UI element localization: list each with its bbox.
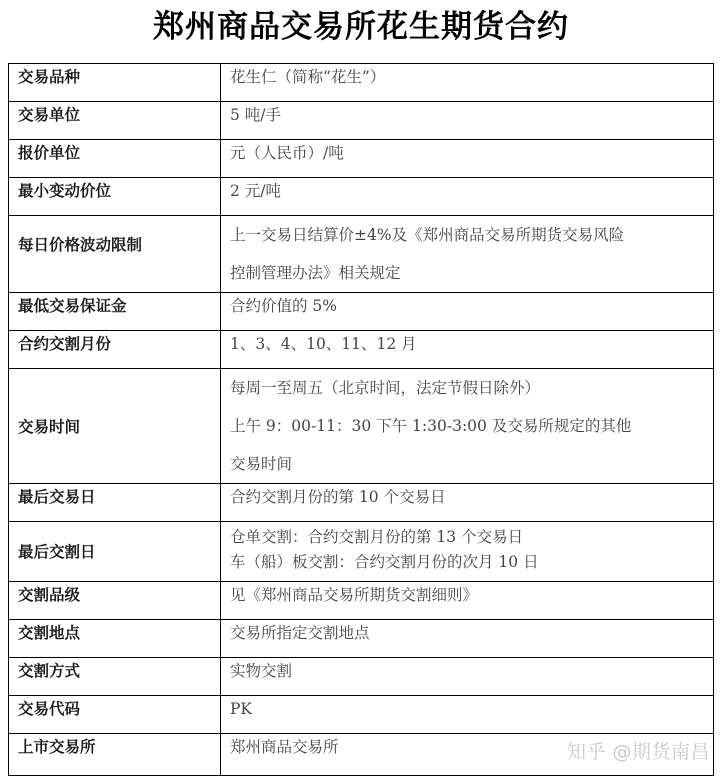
table-row xyxy=(9,293,714,331)
row-value: 花生仁（简称“花生”） xyxy=(221,64,714,102)
row-value: 交易所指定交割地点 xyxy=(221,620,714,658)
table-row xyxy=(9,484,714,522)
table-row xyxy=(9,620,714,658)
table-row xyxy=(9,369,714,484)
row-label: 合约交割月份 xyxy=(9,331,221,369)
table-row xyxy=(9,216,714,293)
row-value: 2 元/吨 xyxy=(221,178,714,216)
table-row xyxy=(9,658,714,696)
table-row xyxy=(9,140,714,178)
zhihu-watermark: 知乎 @期货南昌 xyxy=(566,741,710,763)
document-title: 郑州商品交易所花生期货合约 xyxy=(153,9,569,45)
row-value: 1、3、4、10、11、12 月 xyxy=(221,331,714,369)
row-label: 交易代码 xyxy=(9,696,221,734)
row-label: 最后交易日 xyxy=(9,484,221,522)
row-label: 最低交易保证金 xyxy=(9,293,221,331)
row-value: 郑州商品交易所 xyxy=(221,734,714,776)
contract-spec-table xyxy=(8,63,714,776)
row-value: 见《郑州商品交易所期货交割细则》 xyxy=(221,582,714,620)
table-row xyxy=(9,582,714,620)
row-label: 交割方式 xyxy=(9,658,221,696)
row-value: 上一交易日结算价±4%及《郑州商品交易所期货交易风险 控制管理办法》相关规定 xyxy=(221,216,714,293)
row-label: 报价单位 xyxy=(9,140,221,178)
row-value: 仓单交割：合约交割月份的第 13 个交易日 车（船）板交割：合约交割月份的次月 10 日 xyxy=(221,522,714,582)
table-row xyxy=(9,696,714,734)
row-label: 最后交割日 xyxy=(9,522,221,582)
row-label: 最小变动价位 xyxy=(9,178,221,216)
table-row xyxy=(9,64,714,102)
row-value: 实物交割 xyxy=(221,658,714,696)
row-label: 交易时间 xyxy=(9,369,221,484)
row-value: 合约价值的 5% xyxy=(221,293,714,331)
row-label: 交割地点 xyxy=(9,620,221,658)
row-value: 5 吨/手 xyxy=(221,102,714,140)
row-label: 上市交易所 xyxy=(9,734,221,776)
row-value: PK xyxy=(221,696,714,734)
row-label: 交割品级 xyxy=(9,582,221,620)
table-row xyxy=(9,178,714,216)
row-label: 交易单位 xyxy=(9,102,221,140)
row-value: 每周一至周五（北京时间，法定节假日除外） 上午 9：00-11：30 下午 1:30-3:00 及交易所规定的其他 交易时间 xyxy=(221,369,714,484)
table-row xyxy=(9,331,714,369)
row-label: 交易品种 xyxy=(9,64,221,102)
table-row xyxy=(9,102,714,140)
row-label: 每日价格波动限制 xyxy=(9,216,221,293)
row-value: 元（人民币）/吨 xyxy=(221,140,714,178)
row-value: 合约交割月份的第 10 个交易日 xyxy=(221,484,714,522)
table-row xyxy=(9,522,714,582)
